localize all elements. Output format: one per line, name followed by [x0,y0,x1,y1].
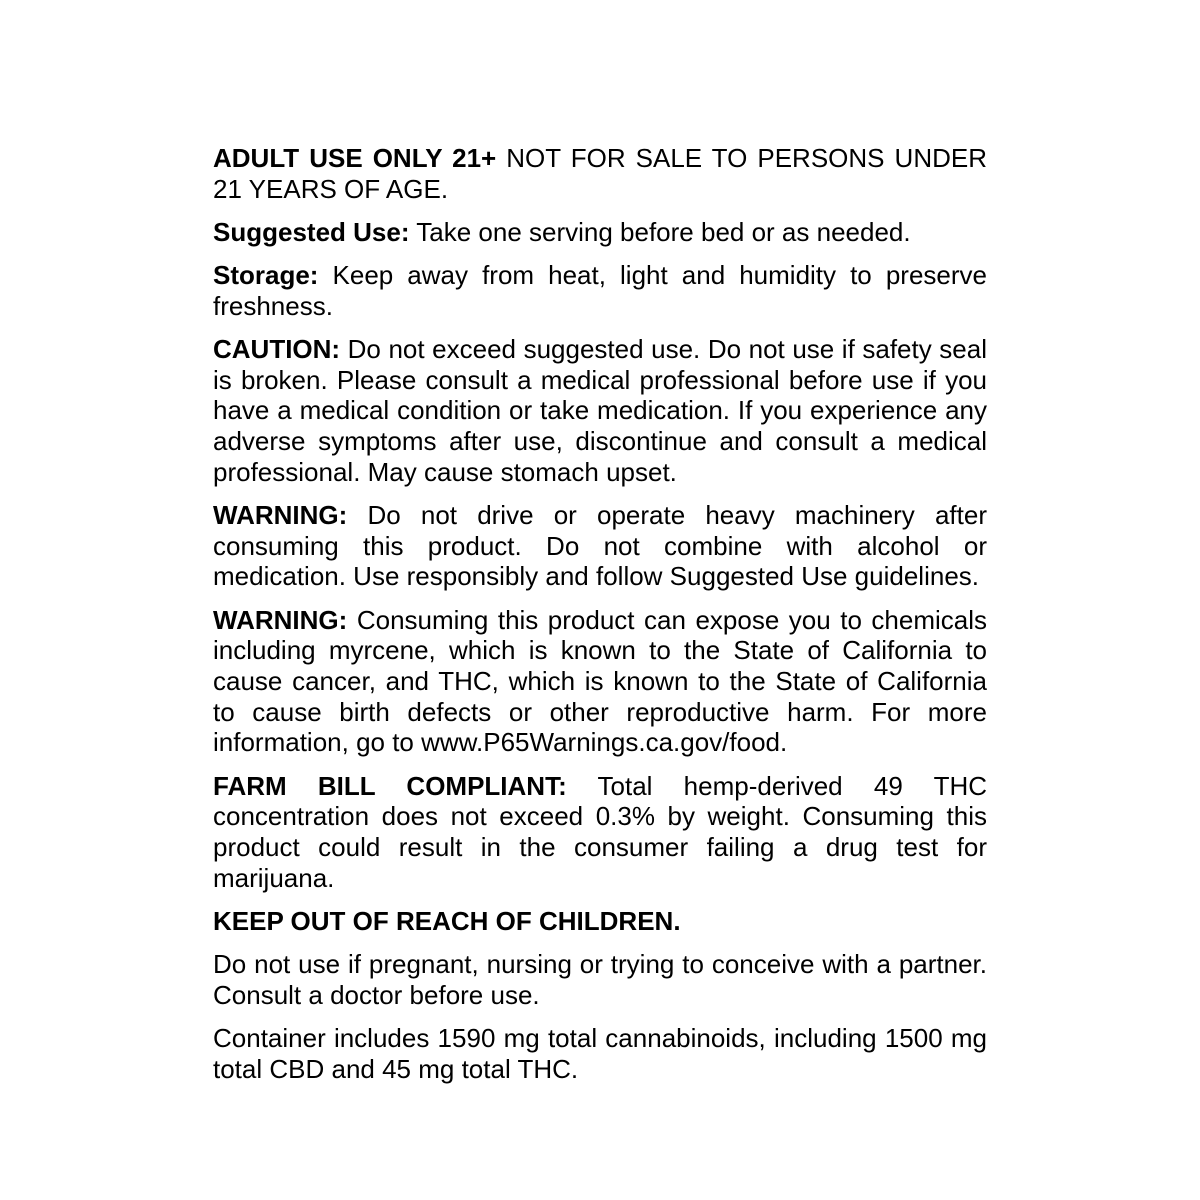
warning-impairment-lead: WARNING: [213,500,348,531]
adult-use-statement [213,143,987,204]
storage-statement [213,260,987,321]
caution-statement [213,334,987,488]
adult-use-body: NOT FOR SALE TO PERSONS UNDER 21 YEARS OF AGE. [213,143,987,204]
cannabinoid-content-statement [213,1023,987,1084]
suggested-use-lead: Suggested Use: [213,216,410,247]
warning-prop65-statement [213,605,987,759]
caution-lead: CAUTION: [213,334,341,365]
warning-prop65-lead: WARNING: [213,604,348,635]
storage-lead: Storage: [213,260,319,291]
farm-bill-lead: FARM BILL COMPLIANT: [213,770,567,801]
pregnancy-warning-statement [213,949,987,1010]
adult-use-lead: ADULT USE ONLY 21+ [213,143,497,173]
warning-impairment-statement [213,500,987,592]
keep-out-of-reach-lead: KEEP OUT OF REACH OF CHILDREN. [213,905,681,936]
warning-prop65-body: Consuming this product can expose you to chemicals including myrcene, which is known to the State of California to cause cancer, and THC, which is known to the State of California to cause birth defects or other reproductive harm. For more information, go to www.P65Warnings.ca.gov/food. [213,604,987,758]
storage-body: Keep away from heat, light and humidity to preserve freshness. [213,260,987,321]
cannabinoid-content-body: Container includes 1590 mg total cannabinoids, including 1500 mg total CBD and 45 mg total THC. [213,1023,987,1084]
suggested-use-statement [213,217,987,248]
pregnancy-warning-body: Do not use if pregnant, nursing or trying to conceive with a partner. Consult a doctor before use. [213,949,987,1010]
keep-out-of-reach-statement [213,906,987,937]
farm-bill-statement [213,771,987,894]
farm-bill-body: Total hemp-derived 49 THC concentration does not exceed 0.3% by weight. Consuming this product could result in the consumer failing a drug test for marijuana. [213,770,988,893]
caution-body: Do not exceed suggested use. Do not use if safety seal is broken. Please consult a medical professional before use if you have a medical condition or take medication. If you experience any adverse symptoms after use, discontinue and consult a medical professional. May cause stomach upset. [213,334,987,487]
suggested-use-body: Take one serving before bed or as needed. [409,216,911,247]
warning-impairment-body: Do not drive or operate heavy machinery after consuming this product. Do not combine with alcohol or medication. Use responsibly and follow Suggested Use guidelines. [213,500,987,592]
warning-label-text [213,143,987,1084]
